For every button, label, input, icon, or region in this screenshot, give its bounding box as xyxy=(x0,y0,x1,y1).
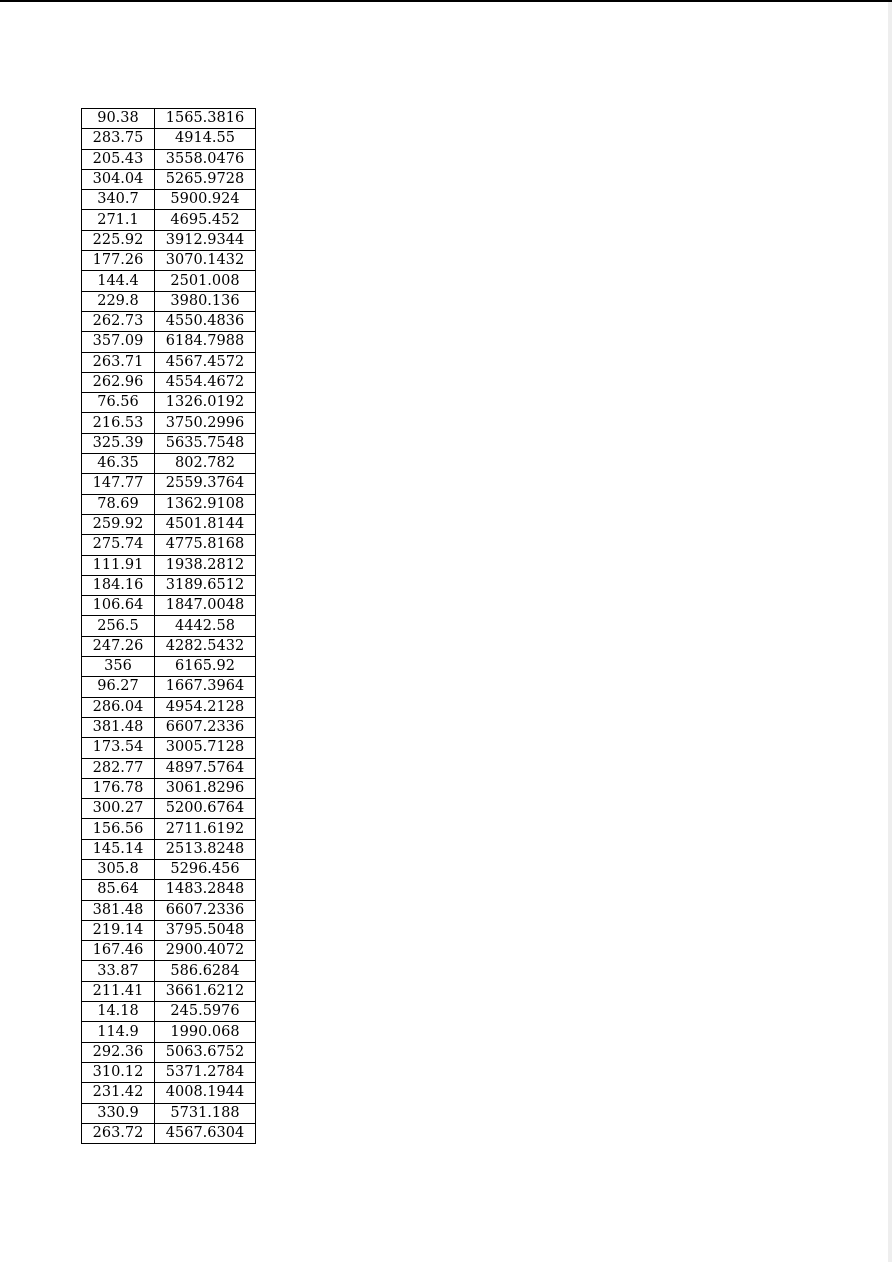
table-cell-col-a: 144.4 xyxy=(82,271,155,291)
table-cell-col-b: 3750.2996 xyxy=(155,413,256,433)
table-cell-col-b: 1938.2812 xyxy=(155,555,256,575)
table-cell-col-b: 3070.1432 xyxy=(155,251,256,271)
table-row xyxy=(82,535,256,555)
table-cell-col-b: 3661.6212 xyxy=(155,981,256,1001)
table-cell-col-b: 3189.6512 xyxy=(155,575,256,595)
table-cell-col-b: 6607.2336 xyxy=(155,717,256,737)
table-row xyxy=(82,210,256,230)
table-row xyxy=(82,657,256,677)
table-cell-col-b: 5063.6752 xyxy=(155,1042,256,1062)
table-row xyxy=(82,859,256,879)
table-cell-col-b: 4567.6304 xyxy=(155,1123,256,1143)
table-cell-col-b: 5200.6764 xyxy=(155,799,256,819)
table-cell-col-b: 6184.7988 xyxy=(155,332,256,352)
table-cell-col-a: 85.64 xyxy=(82,880,155,900)
table-row xyxy=(82,1002,256,1022)
table-row xyxy=(82,1103,256,1123)
table-cell-col-b: 3061.8296 xyxy=(155,778,256,798)
table-row xyxy=(82,372,256,392)
table-cell-col-a: 282.77 xyxy=(82,758,155,778)
table-cell-col-b: 5265.9728 xyxy=(155,169,256,189)
table-cell-col-b: 1990.068 xyxy=(155,1022,256,1042)
table-row xyxy=(82,433,256,453)
table-cell-col-a: 340.7 xyxy=(82,190,155,210)
table-cell-col-b: 3795.5048 xyxy=(155,920,256,940)
table-row xyxy=(82,149,256,169)
table-cell-col-a: 259.92 xyxy=(82,514,155,534)
table-row xyxy=(82,1022,256,1042)
table-cell-col-b: 4282.5432 xyxy=(155,636,256,656)
table-row xyxy=(82,454,256,474)
table-cell-col-b: 4442.58 xyxy=(155,616,256,636)
table-row xyxy=(82,1083,256,1103)
table-row xyxy=(82,251,256,271)
table-cell-col-a: 286.04 xyxy=(82,697,155,717)
table-row xyxy=(82,332,256,352)
table-cell-col-a: 33.87 xyxy=(82,961,155,981)
table-row xyxy=(82,413,256,433)
table-row xyxy=(82,636,256,656)
table-row xyxy=(82,109,256,129)
table-cell-col-a: 176.78 xyxy=(82,778,155,798)
table-cell-col-b: 5296.456 xyxy=(155,859,256,879)
table-row xyxy=(82,169,256,189)
table-cell-col-b: 6165.92 xyxy=(155,657,256,677)
table-cell-col-b: 2513.8248 xyxy=(155,839,256,859)
table-cell-col-a: 46.35 xyxy=(82,454,155,474)
table-cell-col-b: 2501.008 xyxy=(155,271,256,291)
table-cell-col-a: 247.26 xyxy=(82,636,155,656)
table-cell-col-b: 2711.6192 xyxy=(155,819,256,839)
page-top-border xyxy=(0,0,892,2)
table-cell-col-a: 231.42 xyxy=(82,1083,155,1103)
table-cell-col-b: 5900.924 xyxy=(155,190,256,210)
table-cell-col-b: 586.6284 xyxy=(155,961,256,981)
table-cell-col-a: 111.91 xyxy=(82,555,155,575)
table-row xyxy=(82,514,256,534)
table-cell-col-a: 114.9 xyxy=(82,1022,155,1042)
table-cell-col-a: 229.8 xyxy=(82,291,155,311)
table-row xyxy=(82,880,256,900)
table-row xyxy=(82,738,256,758)
table-cell-col-b: 4008.1944 xyxy=(155,1083,256,1103)
table-cell-col-a: 275.74 xyxy=(82,535,155,555)
table-cell-col-b: 4554.4672 xyxy=(155,372,256,392)
page-right-edge xyxy=(888,2,892,1262)
table-cell-col-b: 3005.7128 xyxy=(155,738,256,758)
table-row xyxy=(82,1042,256,1062)
table-cell-col-b: 5371.2784 xyxy=(155,1062,256,1082)
table-cell-col-b: 2900.4072 xyxy=(155,941,256,961)
table-row xyxy=(82,778,256,798)
table-row xyxy=(82,819,256,839)
table-cell-col-b: 1667.3964 xyxy=(155,677,256,697)
table-cell-col-a: 292.36 xyxy=(82,1042,155,1062)
table-row xyxy=(82,190,256,210)
table-row xyxy=(82,230,256,250)
table-cell-col-a: 76.56 xyxy=(82,393,155,413)
table-cell-col-a: 145.14 xyxy=(82,839,155,859)
table-cell-col-a: 283.75 xyxy=(82,129,155,149)
table-row xyxy=(82,291,256,311)
table-cell-col-b: 5731.188 xyxy=(155,1103,256,1123)
table-cell-col-a: 167.46 xyxy=(82,941,155,961)
table-row xyxy=(82,271,256,291)
table-row xyxy=(82,393,256,413)
table-cell-col-b: 1483.2848 xyxy=(155,880,256,900)
table-cell-col-b: 4501.8144 xyxy=(155,514,256,534)
table-row xyxy=(82,758,256,778)
table-cell-col-b: 4897.5764 xyxy=(155,758,256,778)
table-cell-col-b: 1565.3816 xyxy=(155,109,256,129)
table-cell-col-a: 173.54 xyxy=(82,738,155,758)
table-row xyxy=(82,129,256,149)
table-cell-col-a: 305.8 xyxy=(82,859,155,879)
table-row xyxy=(82,575,256,595)
table-row xyxy=(82,981,256,1001)
table-row xyxy=(82,839,256,859)
table-cell-col-a: 357.09 xyxy=(82,332,155,352)
table-cell-col-a: 310.12 xyxy=(82,1062,155,1082)
table-row xyxy=(82,352,256,372)
table-cell-col-b: 4550.4836 xyxy=(155,311,256,331)
table-cell-col-a: 78.69 xyxy=(82,494,155,514)
table-cell-col-b: 2559.3764 xyxy=(155,474,256,494)
table-cell-col-a: 184.16 xyxy=(82,575,155,595)
table-cell-col-a: 96.27 xyxy=(82,677,155,697)
table-row xyxy=(82,555,256,575)
table-cell-col-b: 1847.0048 xyxy=(155,596,256,616)
table-cell-col-a: 219.14 xyxy=(82,920,155,940)
table-cell-col-a: 256.5 xyxy=(82,616,155,636)
table-cell-col-a: 225.92 xyxy=(82,230,155,250)
table-row xyxy=(82,494,256,514)
table-row xyxy=(82,920,256,940)
table-cell-col-a: 156.56 xyxy=(82,819,155,839)
table-cell-col-b: 1362.9108 xyxy=(155,494,256,514)
table-cell-col-a: 330.9 xyxy=(82,1103,155,1123)
table-row xyxy=(82,1062,256,1082)
table-cell-col-a: 263.71 xyxy=(82,352,155,372)
table-cell-col-a: 356 xyxy=(82,657,155,677)
table-cell-col-b: 4775.8168 xyxy=(155,535,256,555)
table-row xyxy=(82,900,256,920)
table-cell-col-a: 90.38 xyxy=(82,109,155,129)
table-cell-col-b: 6607.2336 xyxy=(155,900,256,920)
table-cell-col-b: 1326.0192 xyxy=(155,393,256,413)
table-cell-col-a: 381.48 xyxy=(82,900,155,920)
table-cell-col-a: 14.18 xyxy=(82,1002,155,1022)
table-cell-col-a: 271.1 xyxy=(82,210,155,230)
table-cell-col-b: 3980.136 xyxy=(155,291,256,311)
table-cell-col-b: 4567.4572 xyxy=(155,352,256,372)
table-row xyxy=(82,474,256,494)
table-row xyxy=(82,596,256,616)
table-row xyxy=(82,677,256,697)
table-cell-col-a: 304.04 xyxy=(82,169,155,189)
table-cell-col-a: 325.39 xyxy=(82,433,155,453)
table-cell-col-b: 5635.7548 xyxy=(155,433,256,453)
table-row xyxy=(82,616,256,636)
table-cell-col-b: 4695.452 xyxy=(155,210,256,230)
table-cell-col-a: 263.72 xyxy=(82,1123,155,1143)
table-row xyxy=(82,1123,256,1143)
table-cell-col-a: 147.77 xyxy=(82,474,155,494)
data-table-body xyxy=(82,109,256,1144)
table-row xyxy=(82,961,256,981)
table-cell-col-a: 262.96 xyxy=(82,372,155,392)
table-cell-col-b: 4954.2128 xyxy=(155,697,256,717)
table-cell-col-a: 300.27 xyxy=(82,799,155,819)
table-cell-col-a: 106.64 xyxy=(82,596,155,616)
table-row xyxy=(82,311,256,331)
table-cell-col-b: 245.5976 xyxy=(155,1002,256,1022)
table-cell-col-b: 4914.55 xyxy=(155,129,256,149)
table-cell-col-a: 381.48 xyxy=(82,717,155,737)
data-table xyxy=(81,108,256,1144)
table-row xyxy=(82,799,256,819)
table-cell-col-b: 3912.9344 xyxy=(155,230,256,250)
table-cell-col-a: 262.73 xyxy=(82,311,155,331)
table-cell-col-b: 802.782 xyxy=(155,454,256,474)
table-cell-col-a: 177.26 xyxy=(82,251,155,271)
table-row xyxy=(82,717,256,737)
table-row xyxy=(82,697,256,717)
table-cell-col-a: 211.41 xyxy=(82,981,155,1001)
table-cell-col-b: 3558.0476 xyxy=(155,149,256,169)
table-cell-col-a: 216.53 xyxy=(82,413,155,433)
table-cell-col-a: 205.43 xyxy=(82,149,155,169)
table-row xyxy=(82,941,256,961)
